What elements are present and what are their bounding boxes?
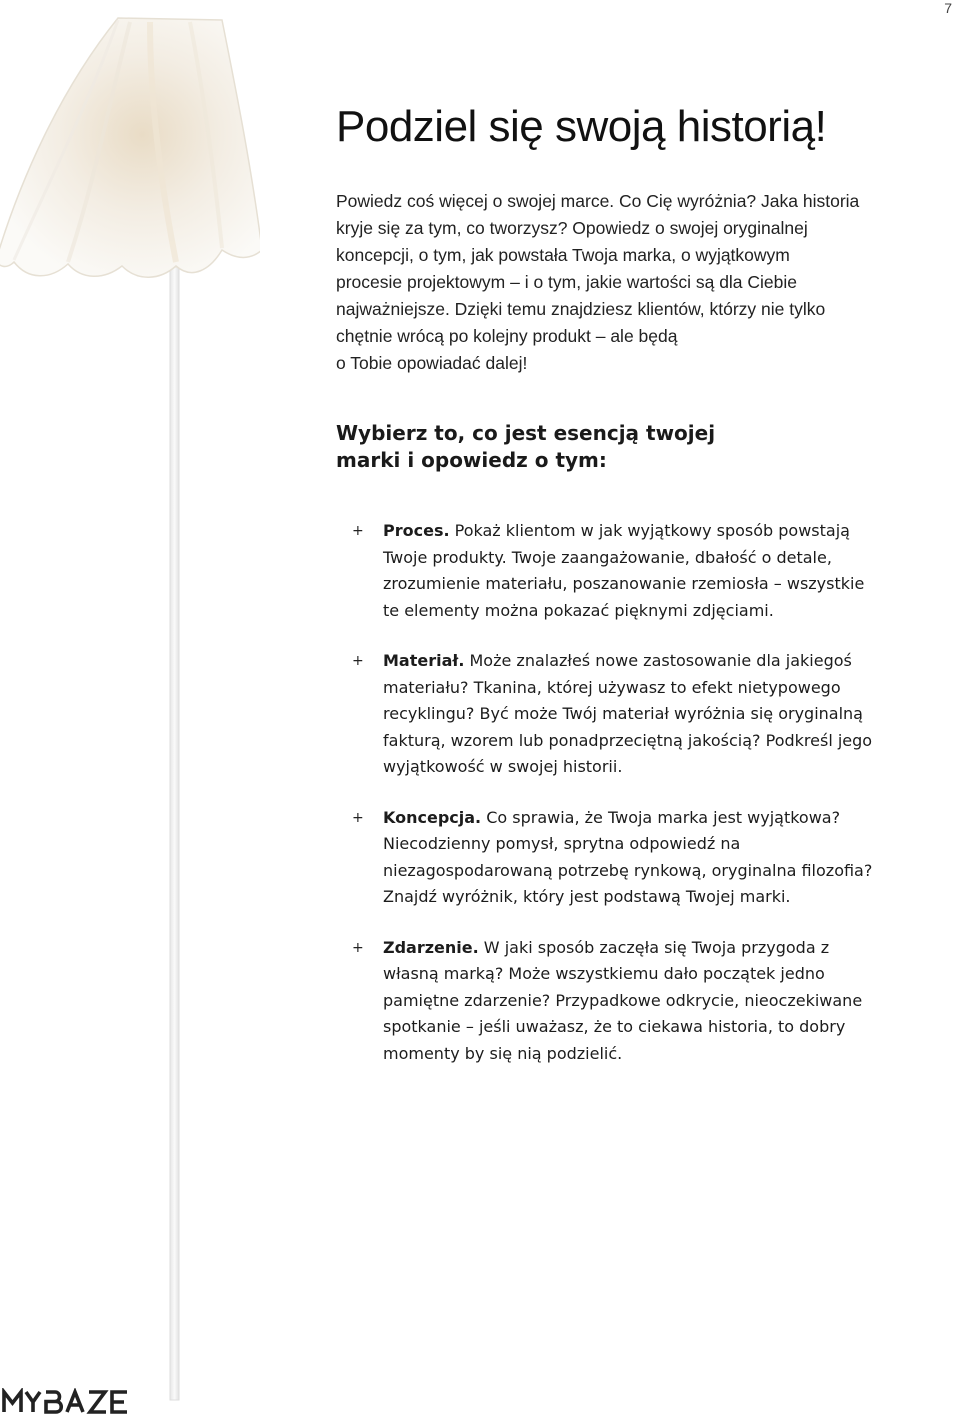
plus-icon: + bbox=[352, 653, 364, 669]
list-item bbox=[352, 805, 912, 911]
floor-lamp-illustration bbox=[0, 0, 260, 1416]
intro-paragraph bbox=[336, 188, 876, 377]
section-subheading bbox=[336, 420, 756, 474]
subheading-line: Wybierz to, co jest esencją twojej bbox=[336, 421, 716, 445]
list-item-text: Materiał. Może znalazłeś nowe zastosowanie dla jakiegoś materiału? Tkanina, której używasz to efekt nietypowego recyklingu? Być może Twój materiał wyróżnia się oryginalną fakturą, wzorem lub ponadprzeciętną jakością? Podkreśl jego wyjątkowość w swojej historii. bbox=[383, 651, 873, 776]
list-item bbox=[352, 648, 912, 781]
intro-line: koncepcji, o tym, jak powstała Twoja marka, o wyjątkowym bbox=[336, 245, 790, 265]
page-number: 7 bbox=[944, 0, 952, 16]
list-item-term: Proces. bbox=[383, 521, 450, 540]
list-item-text: Proces. Pokaż klientom w jak wyjątkowy sposób powstają Twoje produkty. Twoje zaangażowanie, dbałość o detale, zrozumienie materiału, poszanowanie rzemiosła – wszystkie te elementy można pokazać pięknymi zdjęciami. bbox=[383, 521, 865, 620]
story-topics-list bbox=[352, 518, 912, 1091]
plus-icon: + bbox=[352, 809, 364, 826]
plus-icon: + bbox=[352, 523, 364, 539]
page-title: Podziel się swoją historią! bbox=[336, 102, 827, 151]
subheading-line: marki i opowiedz o tym: bbox=[336, 448, 607, 472]
list-item bbox=[352, 518, 912, 624]
list-item-term: Materiał. bbox=[383, 651, 465, 670]
list-item-term: Zdarzenie. bbox=[383, 937, 479, 957]
list-item-text: Koncepcja. Co sprawia, że Twoja marka jest wyjątkowa? Niecodzienny pomysł, sprytna odpowiedź na niezagospodarowaną potrzebę rynkową, oryginalna filozofia? Znajdź wyróżnik, który jest podstawą Twojej marki. bbox=[383, 807, 873, 906]
list-item-term: Koncepcja. bbox=[383, 807, 482, 827]
list-item bbox=[352, 935, 912, 1068]
intro-line: kryje się za tym, co tworzysz? Opowiedz o swojej oryginalnej bbox=[336, 218, 808, 238]
intro-line: o Tobie opowiadać dalej! bbox=[336, 353, 528, 373]
intro-line: Powiedz coś więcej o swojej marce. Co Cię wyróżnia? Jaka historia bbox=[336, 191, 860, 211]
intro-line: najważniejsze. Dzięki temu znajdziesz klientów, którzy nie tylko bbox=[336, 299, 826, 319]
list-item-text: Zdarzenie. W jaki sposób zaczęła się Twoja przygoda z własną marką? Może wszystkiemu dało początek jedno pamiętne zdarzenie? Przypadkowe odkrycie, nieoczekiwane spotkanie – jeśli uważasz, że to ciekawa historia, to dobry momenty by się nią podzielić. bbox=[383, 937, 863, 1063]
intro-line: chętnie wrócą po kolejny produkt – ale będą bbox=[336, 326, 678, 346]
plus-icon: + bbox=[352, 939, 364, 956]
mybaze-logo bbox=[2, 1388, 142, 1418]
intro-line: procesie projektowym – i o tym, jakie wartości są dla Ciebie bbox=[336, 272, 798, 292]
